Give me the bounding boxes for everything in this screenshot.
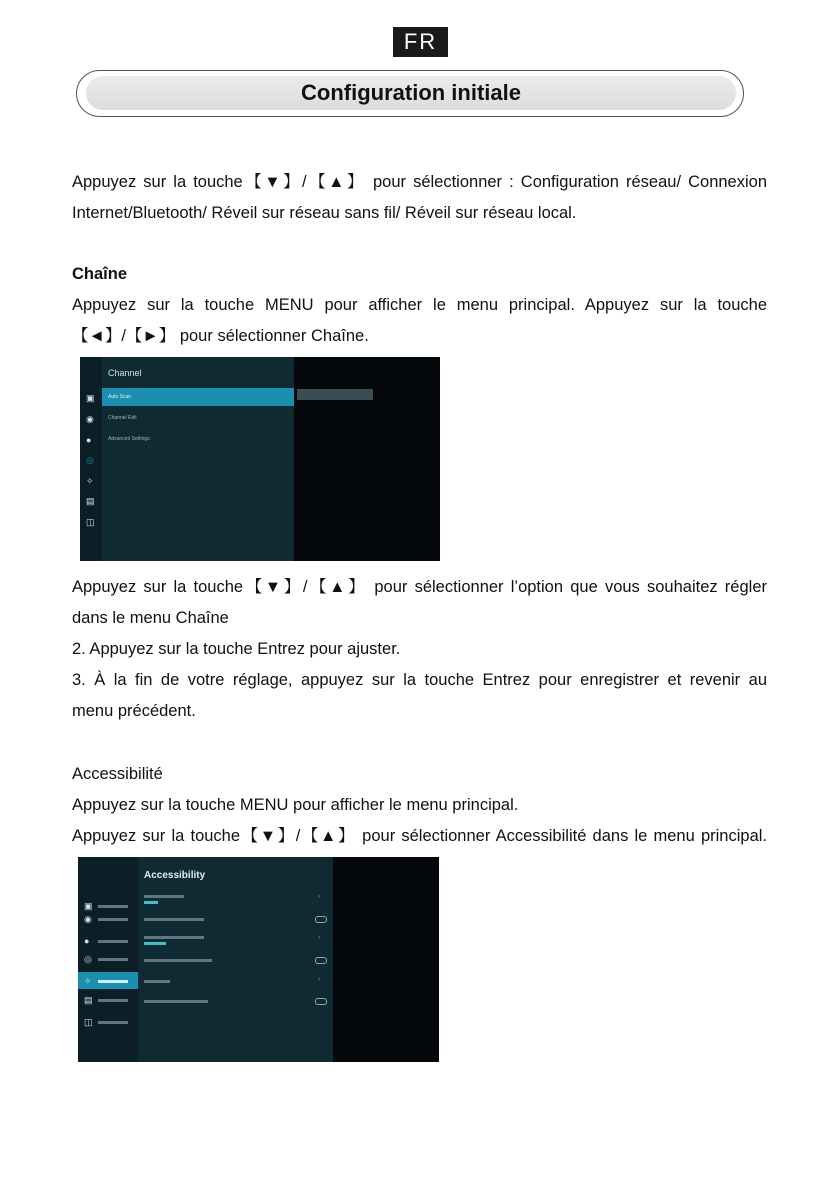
category-label-bar [98, 999, 128, 1002]
language-badge: FR [393, 27, 448, 57]
accessibility-icon: ✧ [86, 476, 94, 486]
submenu-preview [297, 389, 373, 400]
chevron-right-icon: › [318, 935, 320, 941]
sound-icon: ◉ [86, 414, 94, 424]
setting-row-bar [144, 980, 170, 983]
paragraph-line: 2. Appuyez sur la touche Entrez pour ajuster. [72, 640, 401, 658]
setting-row-bar [144, 959, 212, 962]
chevron-right-icon: › [318, 894, 320, 900]
paragraph-line: dans le menu Chaîne [72, 609, 229, 627]
toggle-icon [315, 998, 327, 1005]
category-label-bar [98, 980, 128, 983]
paragraph-line: Internet/Bluetooth/ Réveil sur réseau sans fil/ Réveil sur réseau local. [72, 204, 577, 222]
section-heading-accessibilite: Accessibilité [72, 765, 163, 783]
category-label-bar [98, 1021, 128, 1024]
chevron-right-icon: › [318, 977, 320, 983]
category-label-bar [98, 918, 128, 921]
paragraph-line: 3. À la fin de votre réglage, appuyez sur la touche Entrez pour enregistrer et revenir au [72, 671, 767, 689]
system-icon: ▤ [84, 995, 93, 1005]
system-icon: ▤ [86, 496, 95, 506]
network-icon: ● [86, 435, 92, 445]
picture-icon: ▣ [86, 393, 95, 403]
toggle-icon [315, 916, 327, 923]
paragraph-line: Appuyez sur la touche MENU pour afficher le menu principal. [72, 796, 519, 814]
setting-row-bar [144, 918, 204, 921]
setting-row-bar [144, 1000, 208, 1003]
menu-item: Auto Scan [108, 394, 132, 400]
accessibility-menu-screenshot [78, 857, 439, 1062]
menu-item: Channel Edit [108, 415, 137, 421]
setting-row-bar [144, 895, 184, 898]
paragraph-line: 【◄】/【►】 pour sélectionner Chaîne. [72, 327, 369, 345]
setting-value-bar [144, 901, 158, 904]
paragraph-line: menu précédent. [72, 702, 196, 720]
picture-icon: ▣ [84, 901, 93, 911]
channel-icon: ◎ [86, 455, 94, 465]
channel-menu-screenshot [80, 357, 440, 561]
accessibility-icon: ✧ [84, 976, 92, 986]
support-icon: ◫ [86, 517, 95, 527]
paragraph-line: Appuyez sur la touche【▼】/【▲】 pour sélectionner l’option que vous souhaitez régler [72, 578, 767, 596]
category-label-bar [98, 958, 128, 961]
page-title: Configuration initiale [86, 76, 736, 110]
paragraph-line: Appuyez sur la touche MENU pour afficher le menu principal. Appuyez sur la touche [72, 296, 767, 314]
accessibility-menu-title: Accessibility [144, 870, 206, 881]
sound-icon: ◉ [84, 914, 92, 924]
section-heading-chaine: Chaîne [72, 265, 128, 283]
menu-item: Advanced Settings [108, 436, 150, 442]
setting-value-bar [144, 942, 166, 945]
category-label-bar [98, 905, 128, 908]
paragraph-line: Appuyez sur la touche【▼】/【▲】 pour sélectionner Accessibilité dans le menu principal. [72, 827, 767, 845]
category-label-bar [98, 940, 128, 943]
toggle-icon [315, 957, 327, 964]
channel-menu-title: Channel [108, 368, 142, 378]
setting-row-bar [144, 936, 204, 939]
network-icon: ● [84, 936, 90, 946]
channel-icon: ◎ [84, 954, 92, 964]
support-icon: ◫ [84, 1017, 93, 1027]
paragraph-line: Appuyez sur la touche【▼】/【▲】 pour sélectionner : Configuration réseau/ Connexion [72, 173, 767, 191]
